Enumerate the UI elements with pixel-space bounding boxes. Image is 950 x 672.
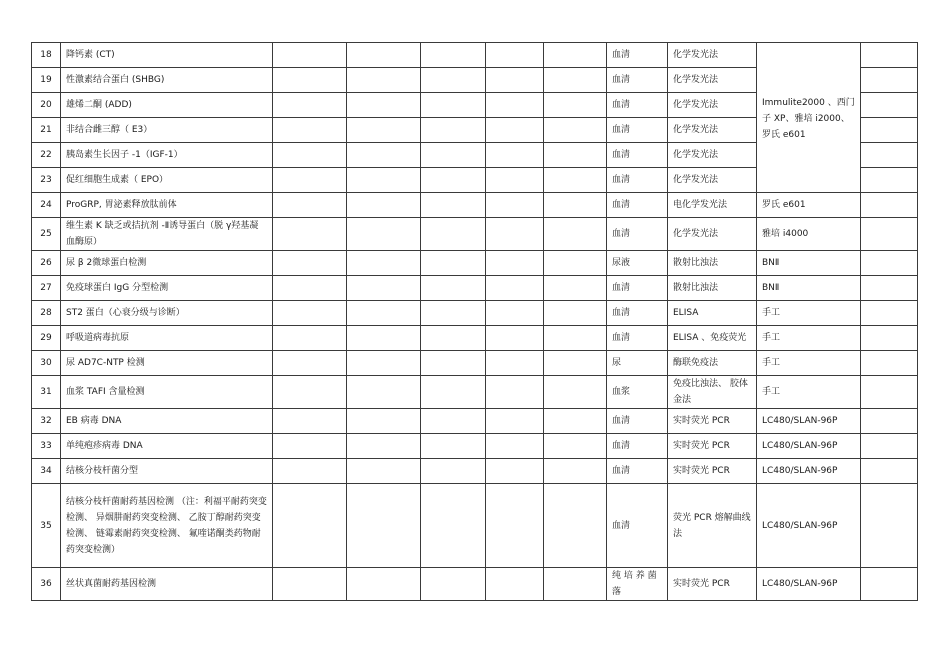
instrument-cell: LC480/SLAN-96P: [757, 434, 861, 459]
item-name-cell: 促红细胞生成素（ EPO）: [61, 168, 273, 193]
item-name-cell: 血浆 TAFI 含量检测: [61, 376, 273, 409]
row-number-cell: 20: [32, 93, 61, 118]
empty-cell: [421, 376, 486, 409]
empty-cell: [486, 568, 544, 601]
row-number-cell: 27: [32, 276, 61, 301]
method-cell: 化学发光法: [668, 118, 757, 143]
empty-cell: [421, 93, 486, 118]
empty-cell: [347, 251, 421, 276]
empty-cell: [486, 68, 544, 93]
row-number-cell: 34: [32, 459, 61, 484]
empty-cell: [347, 409, 421, 434]
row-number-cell: 25: [32, 218, 61, 251]
table-row: [32, 326, 918, 351]
empty-cell: [421, 43, 486, 68]
empty-cell: [347, 351, 421, 376]
sample-type-cell: 尿液: [607, 251, 668, 276]
instrument-cell: 手工: [757, 351, 861, 376]
table-row: [32, 434, 918, 459]
table-row: [32, 376, 918, 409]
empty-cell: [421, 484, 486, 568]
empty-cell: [486, 251, 544, 276]
empty-cell: [544, 68, 607, 93]
empty-cell: [861, 434, 918, 459]
empty-cell: [861, 168, 918, 193]
empty-cell: [421, 276, 486, 301]
instrument-cell: LC480/SLAN-96P: [757, 459, 861, 484]
empty-cell: [486, 409, 544, 434]
empty-cell: [347, 484, 421, 568]
item-name-cell: 胰岛素生长因子 -1（IGF-1）: [61, 143, 273, 168]
method-cell: 化学发光法: [668, 168, 757, 193]
empty-cell: [421, 409, 486, 434]
sample-type-cell: 血清: [607, 276, 668, 301]
row-number-cell: 18: [32, 43, 61, 68]
item-name-cell: 单纯疱疹病毒 DNA: [61, 434, 273, 459]
empty-cell: [544, 434, 607, 459]
empty-cell: [273, 276, 347, 301]
empty-cell: [861, 409, 918, 434]
table-row: [32, 218, 918, 251]
sample-type-cell: 血清: [607, 168, 668, 193]
instrument-cell: 手工: [757, 326, 861, 351]
row-number-cell: 28: [32, 301, 61, 326]
empty-cell: [544, 484, 607, 568]
item-name-cell: 性激素结合蛋白 (SHBG): [61, 68, 273, 93]
item-name-cell: 结核分枝杆菌分型: [61, 459, 273, 484]
empty-cell: [486, 326, 544, 351]
table-row: [32, 459, 918, 484]
empty-cell: [421, 568, 486, 601]
empty-cell: [861, 143, 918, 168]
table-row: [32, 568, 918, 601]
item-name-cell: 非结合雌三醇（ E3）: [61, 118, 273, 143]
empty-cell: [347, 93, 421, 118]
empty-cell: [861, 218, 918, 251]
empty-cell: [421, 118, 486, 143]
sample-type-cell: 血清: [607, 118, 668, 143]
instrument-merged-cell: Immulite2000 、西门子 XP、雅培 i2000、罗氏 e601: [757, 43, 861, 193]
empty-cell: [486, 459, 544, 484]
empty-cell: [273, 351, 347, 376]
row-number-cell: 30: [32, 351, 61, 376]
method-cell: 散射比浊法: [668, 276, 757, 301]
empty-cell: [861, 459, 918, 484]
empty-cell: [486, 484, 544, 568]
empty-cell: [544, 43, 607, 68]
empty-cell: [544, 376, 607, 409]
method-cell: 化学发光法: [668, 218, 757, 251]
empty-cell: [861, 43, 918, 68]
empty-cell: [273, 118, 347, 143]
empty-cell: [544, 568, 607, 601]
instrument-cell: BNⅡ: [757, 251, 861, 276]
empty-cell: [544, 276, 607, 301]
empty-cell: [544, 118, 607, 143]
empty-cell: [486, 301, 544, 326]
empty-cell: [544, 409, 607, 434]
sample-type-cell: 血清: [607, 326, 668, 351]
empty-cell: [347, 168, 421, 193]
empty-cell: [486, 376, 544, 409]
empty-cell: [347, 434, 421, 459]
empty-cell: [861, 93, 918, 118]
item-name-cell: 雄烯二酮 (ADD): [61, 93, 273, 118]
empty-cell: [347, 568, 421, 601]
row-number-cell: 31: [32, 376, 61, 409]
empty-cell: [273, 484, 347, 568]
item-name-cell: 维生素 K 缺乏或拮抗剂 -Ⅱ诱导蛋白（脱 γ羟基凝血酶原）: [61, 218, 273, 251]
sample-type-cell: 血清: [607, 459, 668, 484]
empty-cell: [486, 276, 544, 301]
method-cell: 实时荧光 PCR: [668, 459, 757, 484]
method-cell: 免疫比浊法、 胶体金法: [668, 376, 757, 409]
row-number-cell: 32: [32, 409, 61, 434]
method-cell: 实时荧光 PCR: [668, 434, 757, 459]
sample-type-cell: 血清: [607, 43, 668, 68]
instrument-cell: BNⅡ: [757, 276, 861, 301]
table-row: [32, 43, 918, 68]
empty-cell: [347, 276, 421, 301]
table-row: [32, 409, 918, 434]
empty-cell: [486, 351, 544, 376]
empty-cell: [544, 326, 607, 351]
empty-cell: [544, 459, 607, 484]
empty-cell: [486, 143, 544, 168]
table-row: [32, 301, 918, 326]
sample-type-cell: 血清: [607, 218, 668, 251]
empty-cell: [861, 251, 918, 276]
method-cell: 实时荧光 PCR: [668, 568, 757, 601]
empty-cell: [273, 301, 347, 326]
empty-cell: [273, 93, 347, 118]
method-cell: ELISA: [668, 301, 757, 326]
sample-type-cell: 血清: [607, 93, 668, 118]
method-cell: 电化学发光法: [668, 193, 757, 218]
method-cell: 化学发光法: [668, 68, 757, 93]
item-name-cell: EB 病毒 DNA: [61, 409, 273, 434]
row-number-cell: 36: [32, 568, 61, 601]
empty-cell: [273, 326, 347, 351]
empty-cell: [486, 168, 544, 193]
instrument-cell: 罗氏 e601: [757, 193, 861, 218]
sample-type-cell: 血清: [607, 434, 668, 459]
empty-cell: [421, 434, 486, 459]
empty-cell: [347, 143, 421, 168]
method-cell: 化学发光法: [668, 43, 757, 68]
table-body: [32, 43, 918, 601]
empty-cell: [273, 168, 347, 193]
row-number-cell: 22: [32, 143, 61, 168]
empty-cell: [544, 351, 607, 376]
empty-cell: [421, 301, 486, 326]
empty-cell: [347, 118, 421, 143]
row-number-cell: 35: [32, 484, 61, 568]
empty-cell: [486, 93, 544, 118]
sample-type-cell: 尿: [607, 351, 668, 376]
empty-cell: [421, 326, 486, 351]
sample-type-cell: 血清: [607, 301, 668, 326]
table-row: [32, 276, 918, 301]
empty-cell: [273, 376, 347, 409]
instrument-cell: LC480/SLAN-96P: [757, 484, 861, 568]
empty-cell: [273, 218, 347, 251]
empty-cell: [421, 218, 486, 251]
table-row: [32, 193, 918, 218]
empty-cell: [544, 251, 607, 276]
table-row: [32, 351, 918, 376]
empty-cell: [861, 484, 918, 568]
empty-cell: [486, 218, 544, 251]
instrument-cell: 雅培 i4000: [757, 218, 861, 251]
empty-cell: [273, 434, 347, 459]
item-name-cell: 尿 AD7C-NTP 检测: [61, 351, 273, 376]
empty-cell: [544, 193, 607, 218]
empty-cell: [421, 251, 486, 276]
method-cell: ELISA 、免疫荧光: [668, 326, 757, 351]
instrument-cell: 手工: [757, 301, 861, 326]
empty-cell: [347, 459, 421, 484]
empty-cell: [486, 118, 544, 143]
empty-cell: [273, 193, 347, 218]
row-number-cell: 19: [32, 68, 61, 93]
table-row: [32, 484, 918, 568]
empty-cell: [347, 376, 421, 409]
item-name-cell: ST2 蛋白（心衰分级与诊断）: [61, 301, 273, 326]
method-cell: 散射比浊法: [668, 251, 757, 276]
empty-cell: [347, 301, 421, 326]
empty-cell: [273, 251, 347, 276]
item-name-cell: ProGRP, 胃泌素释放肽前体: [61, 193, 273, 218]
method-cell: 酶联免疫法: [668, 351, 757, 376]
empty-cell: [273, 43, 347, 68]
empty-cell: [347, 218, 421, 251]
empty-cell: [861, 568, 918, 601]
empty-cell: [861, 351, 918, 376]
empty-cell: [421, 143, 486, 168]
row-number-cell: 29: [32, 326, 61, 351]
empty-cell: [273, 68, 347, 93]
sample-type-cell: 血清: [607, 409, 668, 434]
row-number-cell: 33: [32, 434, 61, 459]
empty-cell: [421, 351, 486, 376]
sample-type-cell: 血浆: [607, 376, 668, 409]
sample-type-cell: 血清: [607, 68, 668, 93]
item-name-cell: 降钙素 (CT): [61, 43, 273, 68]
empty-cell: [861, 68, 918, 93]
item-name-cell: 丝状真菌耐药基因检测: [61, 568, 273, 601]
empty-cell: [544, 93, 607, 118]
item-name-cell: 尿 β 2微球蛋白检测: [61, 251, 273, 276]
empty-cell: [861, 193, 918, 218]
empty-cell: [347, 68, 421, 93]
instrument-cell: 手工: [757, 376, 861, 409]
empty-cell: [347, 43, 421, 68]
empty-cell: [544, 218, 607, 251]
sample-type-cell: 纯 培 养 菌 落: [607, 568, 668, 601]
empty-cell: [273, 568, 347, 601]
row-number-cell: 24: [32, 193, 61, 218]
item-name-cell: 结核分枝杆菌耐药基因检测 （注：利福平耐药突变检测、 异烟肼耐药突变检测、 乙胺丁醇耐药突变检测、 链霉素耐药突变检测、 氟喹诺酮类药物耐药突变检测）: [61, 484, 273, 568]
empty-cell: [347, 193, 421, 218]
empty-cell: [273, 409, 347, 434]
sample-type-cell: 血清: [607, 193, 668, 218]
item-name-cell: 免疫球蛋白 IgG 分型检测: [61, 276, 273, 301]
instrument-cell: LC480/SLAN-96P: [757, 409, 861, 434]
empty-cell: [861, 326, 918, 351]
empty-cell: [486, 193, 544, 218]
empty-cell: [544, 168, 607, 193]
method-cell: 荧光 PCR 熔解曲线法: [668, 484, 757, 568]
instrument-cell: LC480/SLAN-96P: [757, 568, 861, 601]
method-cell: 化学发光法: [668, 143, 757, 168]
method-cell: 化学发光法: [668, 93, 757, 118]
item-name-cell: 呼吸道病毒抗原: [61, 326, 273, 351]
table-row: [32, 251, 918, 276]
sample-type-cell: 血清: [607, 143, 668, 168]
empty-cell: [486, 43, 544, 68]
empty-cell: [347, 326, 421, 351]
empty-cell: [861, 276, 918, 301]
empty-cell: [421, 193, 486, 218]
empty-cell: [861, 118, 918, 143]
empty-cell: [273, 459, 347, 484]
empty-cell: [544, 143, 607, 168]
row-number-cell: 21: [32, 118, 61, 143]
row-number-cell: 26: [32, 251, 61, 276]
test-items-table: [31, 42, 918, 601]
empty-cell: [544, 301, 607, 326]
empty-cell: [421, 168, 486, 193]
method-cell: 实时荧光 PCR: [668, 409, 757, 434]
empty-cell: [273, 143, 347, 168]
empty-cell: [421, 459, 486, 484]
empty-cell: [861, 301, 918, 326]
sample-type-cell: 血清: [607, 484, 668, 568]
empty-cell: [861, 376, 918, 409]
empty-cell: [486, 434, 544, 459]
empty-cell: [421, 68, 486, 93]
row-number-cell: 23: [32, 168, 61, 193]
